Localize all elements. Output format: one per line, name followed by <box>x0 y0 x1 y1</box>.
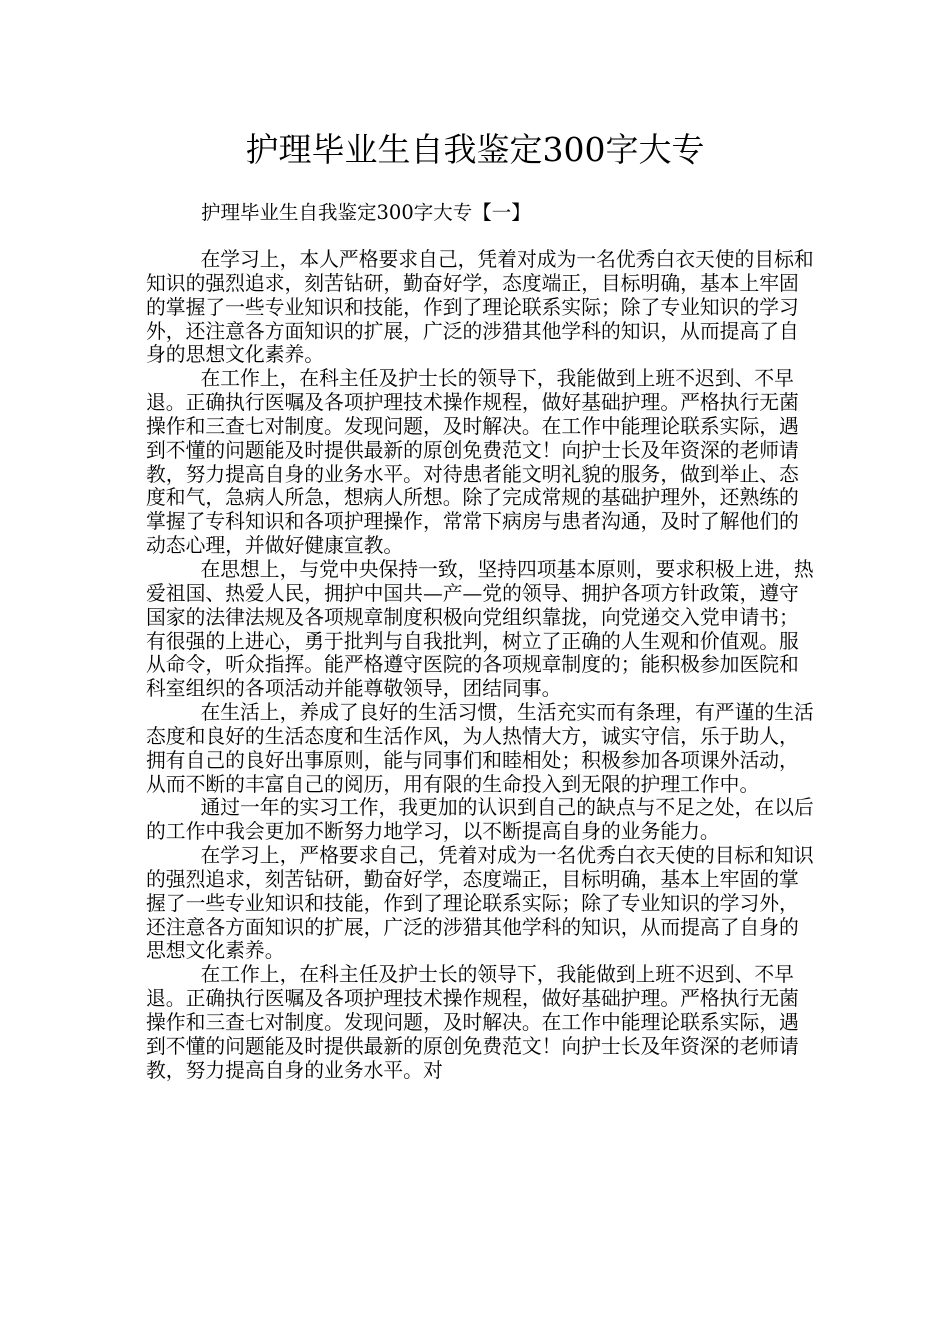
document-body <box>146 248 814 1083</box>
paragraph: 在学习上，本人严格要求自己，凭着对成为一名优秀白衣天使的目标和知识的强烈追求，刻苦钻研，勤奋好学，态度端正，目标明确，基本上牢固的掌握了一些专业知识和技能，作到了理论联系实际；除了专业知识的学习外，还注意各方面知识的扩展，广泛的涉猎其他学科的知识，从而提高了自身的思想文化素养。 <box>146 248 814 367</box>
paragraph: 在生活上，养成了良好的生活习惯，生活充实而有条理，有严谨的生活态度和良好的生活态度和生活作风，为人热情大方，诚实守信，乐于助人，拥有自己的良好出事原则，能与同事们和睦相处；积极参加各项课外活动，从而不断的丰富自己的阅历，用有限的生命投入到无限的护理工作中。 <box>146 701 814 796</box>
document-title: 护理毕业生自我鉴定300字大专 <box>245 130 705 169</box>
paragraph: 在学习上，严格要求自己，凭着对成为一名优秀白衣天使的目标和知识的强烈追求，刻苦钻研，勤奋好学，态度端正，目标明确，基本上牢固的掌握了一些专业知识和技能，作到了理论联系实际；除了专业知识的学习外，还注意各方面知识的扩展，广泛的涉猎其他学科的知识，从而提高了自身的思想文化素养。 <box>146 844 814 963</box>
paragraph: 通过一年的实习工作，我更加的认识到自己的缺点与不足之处，在以后的工作中我会更加不断努力地学习，以不断提高自身的业务能力。 <box>146 796 814 844</box>
paragraph: 在工作上，在科主任及护士长的领导下，我能做到上班不迟到、不早退。正确执行医嘱及各项护理技术操作规程，做好基础护理。严格执行无菌操作和三查七对制度。发现问题，及时解决。在工作中能理论联系实际，遇到不懂的问题能及时提供最新的原创免费范文！向护士长及年资深的老师请教，努力提高自身的业务水平。对 <box>146 963 799 1082</box>
paragraph: 在思想上，与党中央保持一致，坚持四项基本原则，要求积极上进，热爱祖国、热爱人民，拥护中国共—产—党的领导、拥护各项方针政策，遵守国家的法律法规及各项规章制度积极向党组织靠拢，向党递交入党申请书；有很强的上进心，勇于批判与自我批判，树立了正确的人生观和价值观。服从命令，听众指挥。能严格遵守医院的各项规章制度的；能积极参加医院和科室组织的各项活动并能尊敬领导，团结同事。 <box>146 557 814 701</box>
paragraph: 在工作上，在科主任及护士长的领导下，我能做到上班不迟到、不早退。正确执行医嘱及各项护理技术操作规程，做好基础护理。严格执行无菌操作和三查七对制度。发现问题，及时解决。在工作中能理论联系实际，遇到不懂的问题能及时提供最新的原创免费范文！向护士长及年资深的老师请教，努力提高自身的业务水平。对待患者能文明礼貌的服务，做到举止、态度和气，急病人所急，想病人所想。除了完成常规的基础护理外，还熟练的掌握了专科知识和各项护理操作，常常下病房与患者沟通，及时了解他们的动态心理，并做好健康宣教。 <box>146 367 799 558</box>
section-heading: 护理毕业生自我鉴定300字大专【一】 <box>201 201 531 224</box>
